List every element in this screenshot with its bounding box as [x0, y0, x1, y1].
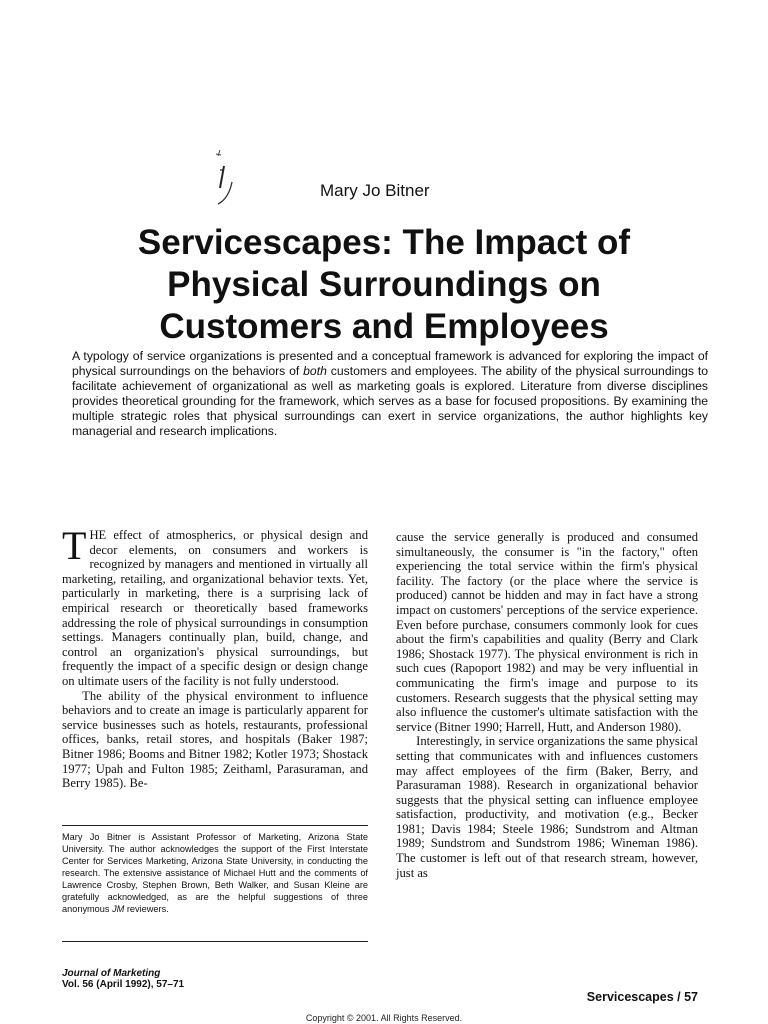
footnote-divider: [62, 941, 368, 942]
body-paragraph: [62, 523, 368, 689]
copyright-notice: Copyright © 2001. All Rights Reserved.: [305, 1013, 463, 1023]
abstract-emphasis: both: [303, 364, 327, 378]
title-line: Customers and Employees: [159, 307, 609, 346]
body-paragraph: Interestingly, in service organizations the same physical setting that communicates with and influences customers may affect employees of the firm (Baker, Berry, and Parasuraman 1988). Research in organizational behavior suggests that the physical setting can influence employee satisfaction, productivity, and motivation (e.g., Becker 1981; Davis 1984; Steele 1986; Sundstrom and Altman 1989; Sundstrom and Sundstrom 1986; Wineman 1986). The customer is left out of that research stream, however, just as: [396, 734, 698, 880]
title-line: Physical Surroundings on: [167, 265, 601, 304]
pen-mark-icon: [206, 148, 242, 208]
author-footnote: [62, 831, 368, 915]
footnote-divider: [62, 825, 368, 826]
footnote-emphasis: JM: [112, 904, 125, 914]
footnote-text: Mary Jo Bitner is Assistant Professor of Marketing, Arizona State University. The author acknowledges the support of the First Interstate Center for Services Marketing, Arizona State University, in conducting the research. The extensive assistance of Michael Hutt and the comments of Lawrence Crosby, Stephen Brown, Beth Walker, and Susan Kleine are gratefully acknowledged, as are the helpful suggestions of three anonymous: [62, 832, 368, 914]
abstract-text: customers and employees. The ability of the physical surroundings to facilitate achievement of organizational as well as marketing goals is explored. Literature from diverse disciplines provides theoretical grounding for the framework, which serves as a base for focused propositions. By examining the multiple strategic roles that physical surroundings can exert in service organizations, the author highlights key managerial and research implications.: [72, 364, 708, 438]
column-right: [396, 530, 698, 880]
abstract-text: A typology of service organizations is presented and a conceptual framework is advanced for exploring the impact of physical surroundings on the behaviors of: [72, 349, 708, 378]
running-footer: Servicescapes / 57: [586, 990, 698, 1004]
column-left: [62, 523, 368, 791]
body-paragraph: cause the service generally is produced and consumed simultaneously, the consumer is "in the factory," often experiencing the total service within the firm's physical facility. The factory (or the place where the service is produced) cannot be hidden and may in fact have a strong impact on customers' perceptions of the service experience. Even before purchase, consumers commonly look for cues about the firm's capabilities and quality (Berry and Clark 1986; Shostack 1977). The physical environment is rich in such cues (Rapoport 1982) and may be very influential in communicating the firm's image and purpose to its customers. Research suggests that the physical setting may also influence the customer's ultimate satisfaction with the service (Bitner 1990; Harrell, Hutt, and Anderson 1980).: [396, 530, 698, 734]
body-paragraph: The ability of the physical environment to influence behaviors and to create an image is particularly apparent for service businesses such as hotels, restaurants, professional offices, banks, retail stores, and hospitals (Baker 1987; Bitner 1986; Booms and Bitner 1982; Kotler 1973; Shostack 1977; Upah and Fulton 1985; Zeithaml, Parasuraman, and Berry 1985). Be-: [62, 688, 368, 791]
abstract: [72, 349, 708, 439]
paragraph-text: HE effect of atmospherics, or physical design and decor elements, on consumers and workers is recognized by managers and mentioned in virtually all marketing, retailing, and organizational behavior texts. Yet, particularly in marketing, there is a surprising lack of empirical research or theoretically based frameworks addressing the role of physical surroundings in consumption settings. Managers continually plan, build, change, and control an organization's physical surroundings, but frequently the impact of a specific design or design change on ultimate users of the facility is not fully understood.: [62, 528, 368, 688]
title-line: Servicescapes: The Impact of: [137, 223, 631, 262]
paper-title: [40, 222, 728, 348]
journal-name: Journal of Marketing: [62, 968, 161, 979]
journal-citation: [62, 968, 262, 990]
journal-volume: Vol. 56 (April 1992), 57–71: [62, 979, 185, 990]
drop-cap: T: [62, 523, 87, 568]
footnote-text: reviewers.: [124, 904, 169, 914]
author-name: Mary Jo Bitner: [320, 181, 430, 200]
